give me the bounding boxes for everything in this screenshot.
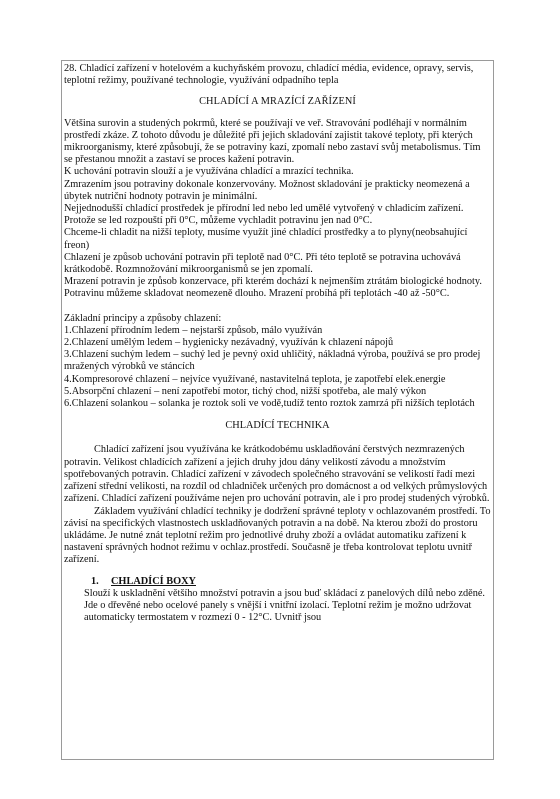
list-item: 1.Chlazení přírodním ledem – nejstarší způsob, málo využíván <box>64 324 323 336</box>
paragraph: Chlazení je způsob uchování potravin při teplotě nad 0°C. Při této teplotě se potravina uchovává krátkodobě. Rozmnožování mikroorganismů se jen zpomalí. <box>64 251 461 276</box>
paragraph: Zmrazením jsou potraviny dokonale konzervovány. Možnost skladování je prakticky neomezená a úbytek nutriční hodnoty potravin je minimální. <box>64 178 470 202</box>
paragraph: Většina surovin a studených pokrmů, které se používají ve veř. Stravování podléhají v normálním prostředí zkáze. Z tohoto důvodu je důležité při jejich skladování zajistit takové teploty, při kterých mikroorganismy, které způsobují, že se potraviny kazí, zpomalí nebo zastaví svůj metabolismus. Tím se přestanou množit a zastaví se proces kažení potravin. <box>64 117 481 166</box>
list-item: 4.Kompresorové chlazení – nejvíce využívané, nastavitelná teplota, je zapotřebí elek.energie <box>64 373 446 385</box>
section-title: CHLADÍCÍ BOXY <box>111 575 196 587</box>
list-item: 6.Chlazení solankou – solanka je roztok soli ve vodě,tudíž tento roztok zamrzá při nižších teplotách <box>64 398 475 410</box>
heading-cooling-technology: CHLADÍCÍ TECHNIKA <box>225 420 330 432</box>
paragraph: Základem využívání chladící techniky je dodržení správné teploty v ochlazovaném prostředí. To závisí na specifických vlastnostech uskladňovaných potravin a na době. Na kterou zboží do prostoru ukládáme. Je nutné znát teplotní režim pro jednotlivé druhy zboží a ovládat automatiku zařízení k nastavení správných hodnot režimu v ochlaz.prostředí. Současně je třeba kontrolovat teplotu uvnitř zařízení. <box>64 505 491 566</box>
spacer <box>64 301 491 313</box>
paragraph: Slouží k uskladnění většího množství potravin a jsou buď skládací z panelových dílů nebo zděné. Jde o dřevěné nebo ocelové panely s vnější i vnitřní izolací. Teplotní režim je možno udržovat automaticky termostatem v rozmezí 0 - 12°C. Uvnitř jsou <box>84 587 486 624</box>
document-intro: 28. Chladící zařízení v hotelovém a kuchyňském provozu, chladící média, evidence, opravy, servis, teplotní režimy, používané technologie, využívání odpadního tepla <box>64 63 474 87</box>
heading-cooling-freezing: CHLADÍCÍ A MRAZÍCÍ ZAŘÍZENÍ <box>199 96 356 108</box>
section-heading-cooling-boxes <box>91 576 491 588</box>
list-item: 3.Chlazení suchým ledem – suchý led je pevný oxid uhličitý, nákladná výroba, používá se pro prodej mražených výrobků ve stáncích <box>64 349 481 373</box>
section-number: 1. <box>91 575 99 587</box>
list-item: 2.Chlazení umělým ledem – hygienicky nezávadný, využíván k chlazení nápojů <box>64 337 394 349</box>
list-item: 5.Absorpční chlazení – není zapotřebí motor, tichý chod, nižší spotřeba, ale malý výkon <box>64 385 427 397</box>
paragraph: Chceme-li chladit na nižší teploty, musíme využít jiné chladící prostředky a to plyny(neobsahující freon) <box>64 227 468 251</box>
paragraph: K uchování potravin slouží a je využívána chladící a mrazící technika. <box>64 166 354 178</box>
paragraph: Mrazení potravin je způsob konzervace, při kterém dochází k nejmenším ztrátám biologické hodnoty. Potravinu můžeme skladovat neomezeně dlouho. Mrazení probíhá při teplotách -40 až -50°C. <box>64 276 482 300</box>
principles-title: Základní principy a způsoby chlazení: <box>64 312 222 324</box>
paragraph: Chladící zařízení jsou využívána ke krátkodobému uskladňování čerstvých nezmrazených potravin. Velikost chladících zařízení a jejich druhy jdou dány velikostí závodu a množstvím spotřebovaných potravin. Chladící zařízení v závodech společného stravování se velikostí řadí mezi zařízení střední velikosti, na rozdíl od chladniček určených pro domácnost a od velkých průmyslových zařízení. Chladící zařízení používáme nejen pro uchování potravin, ale i pro prodej studených výrobků. <box>64 444 490 505</box>
paragraph: Nejjednodušší chladící prostředek je přírodní led nebo led umělé vytvořený v chladicím zařízení. Protože se led rozpouští při 0°C, můžeme vychladit potravinu jen nad 0°C. <box>64 203 464 227</box>
document-page <box>61 60 494 760</box>
